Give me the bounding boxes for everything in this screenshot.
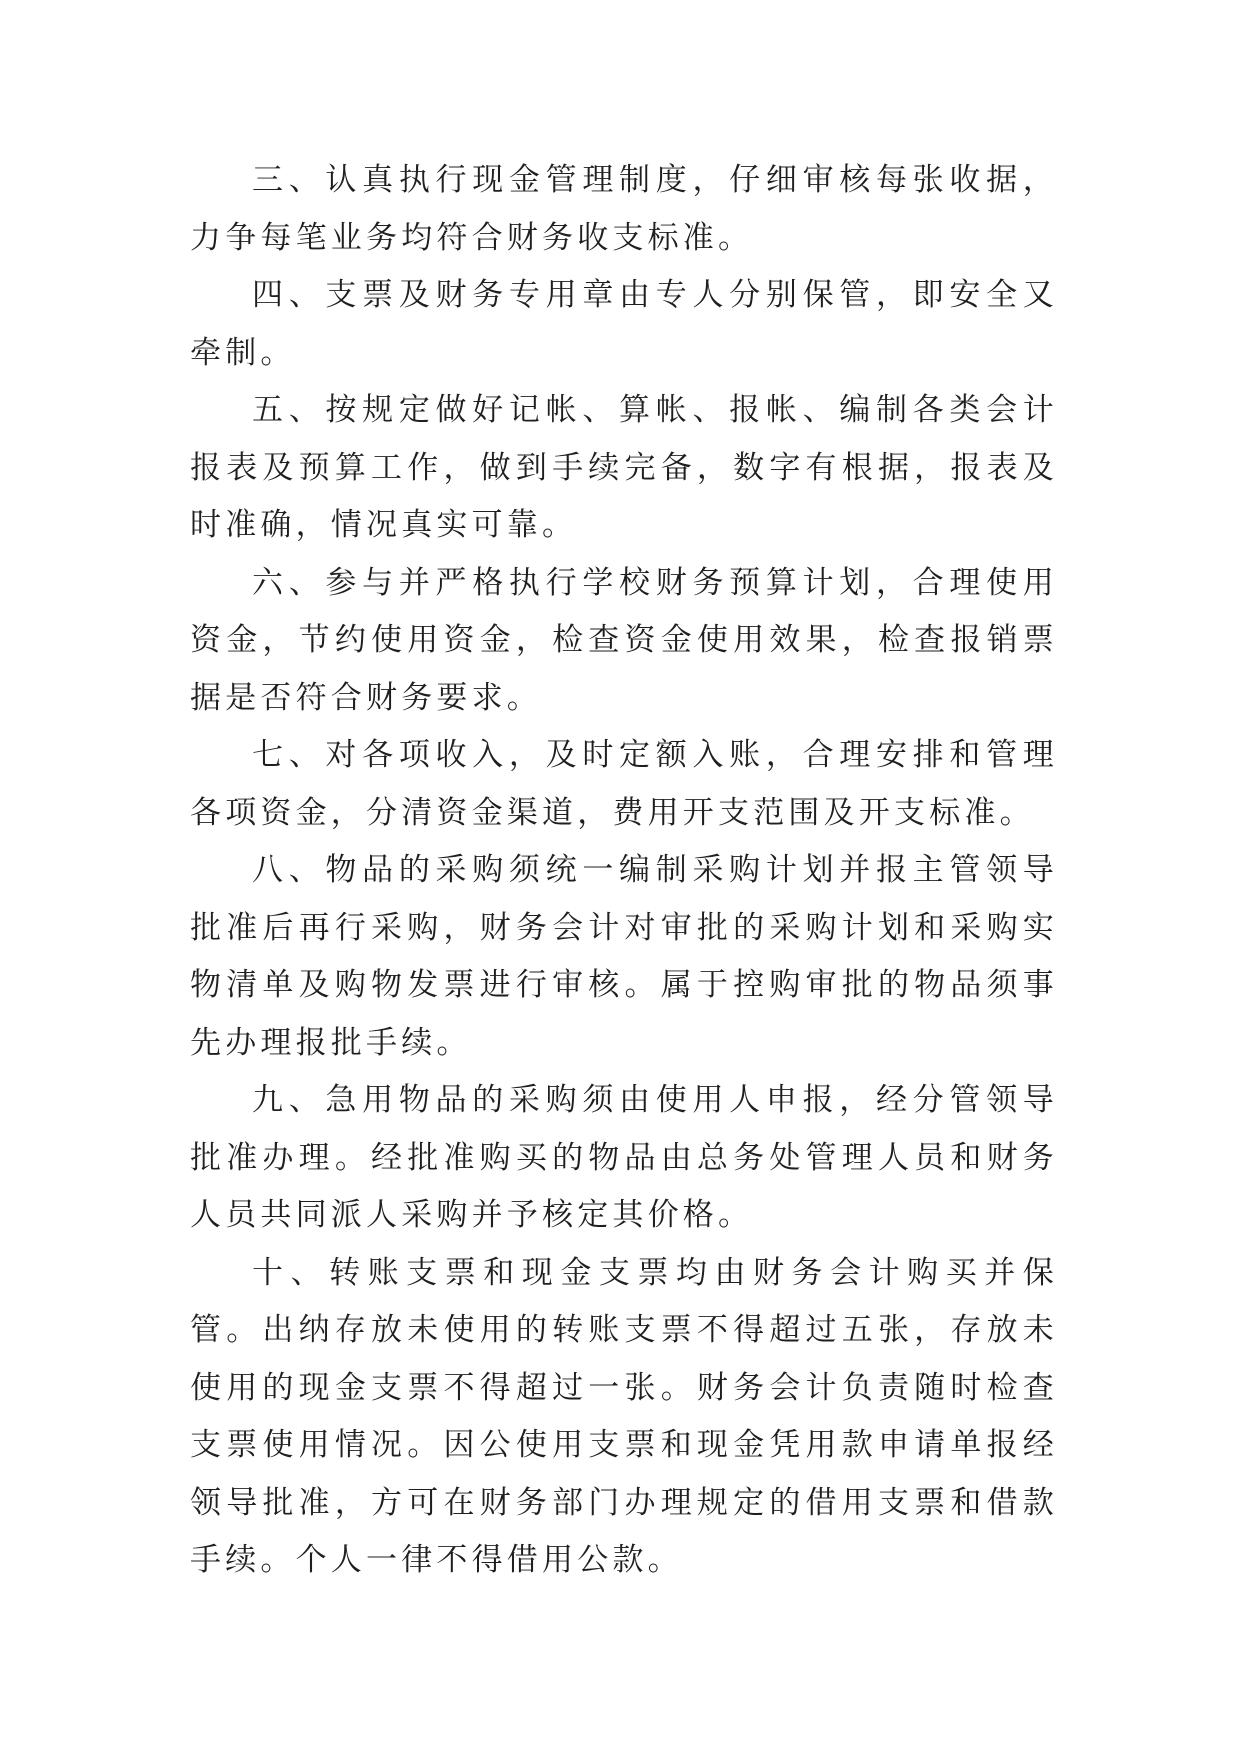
paragraph-5: 五、按规定做好记帐、算帐、报帐、编制各类会计报表及预算工作，做到手续完备，数字有根据，报表及时准确，情况真实可靠。 [190,392,1058,543]
paragraph-9: 九、急用物品的采购须由使用人申报，经分管领导批准办理。经批准购买的物品由总务处管理人员和财务人员共同派人采购并予核定其价格。 [190,1082,1058,1233]
paragraph-8: 八、物品的采购须统一编制采购计划并报主管领导批准后再行采购，财务会计对审批的采购计划和采购实物清单及购物发票进行审核。属于控购审批的物品须事先办理报批手续。 [190,852,1058,1061]
paragraph-10: 十、转账支票和现金支票均由财务会计购买并保管。出纳存放未使用的转账支票不得超过五张，存放未使用的现金支票不得超过一张。财务会计负责随时检查支票使用情况。因公使用支票和现金凭用款申请单报经领导批准，方可在财务部门办理规定的借用支票和借款手续。个人一律不得借用公款。 [190,1254,1058,1578]
paragraph-7: 七、对各项收入，及时定额入账，合理安排和管理各项资金，分清资金渠道，费用开支范围及开支标准。 [190,737,1058,831]
paragraph-6: 六、参与并严格执行学校财务预算计划，合理使用资金，节约使用资金，检查资金使用效果，检查报销票据是否符合财务要求。 [190,564,1058,716]
document-body [190,152,1058,1590]
paragraph-3: 三、认真执行现金管理制度，仔细审核每张收据，力争每笔业务均符合财务收支标准。 [190,162,1058,256]
paragraph-4: 四、支票及财务专用章由专人分别保管，即安全又牵制。 [190,277,1058,371]
